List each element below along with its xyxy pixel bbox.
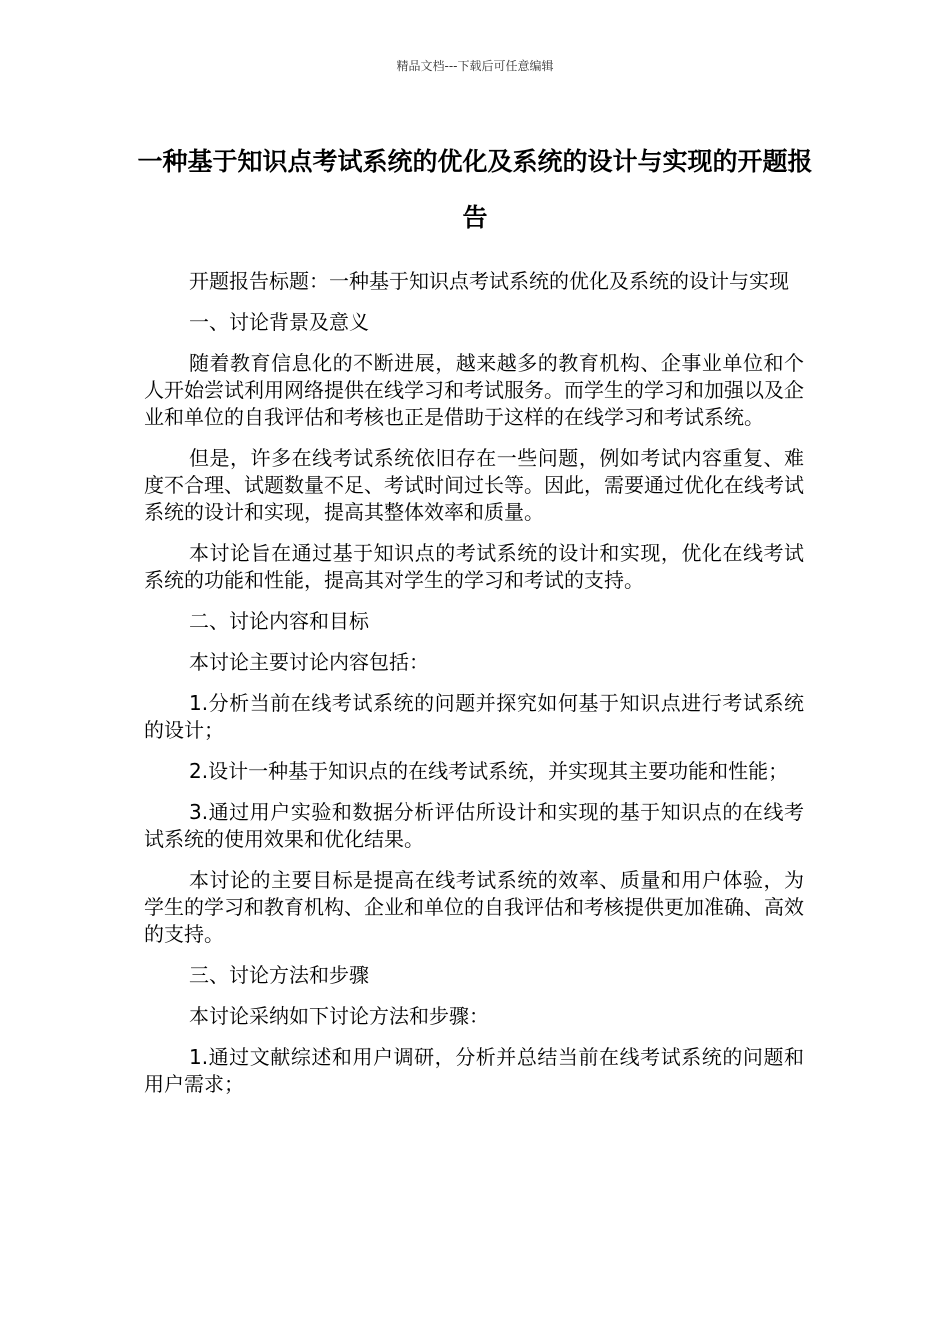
body-paragraph: 本讨论主要讨论内容包括：	[189, 650, 429, 674]
list-item: 1.分析当前在线考试系统的问题并探究如何基于知识点进行考试系统的设计；	[144, 691, 804, 742]
report-title-paragraph: 开题报告标题：一种基于知识点考试系统的优化及系统的设计与实现	[189, 269, 789, 293]
document-title: 一种基于知识点考试系统的优化及系统的设计与实现的开题报告	[137, 147, 813, 232]
section-heading-background: 一、讨论背景及意义	[189, 310, 369, 334]
document-body	[144, 268, 804, 1112]
body-paragraph: 随着教育信息化的不断进展，越来越多的教育机构、企事业单位和个人开始尝试利用网络提供在线学习和考试服务。而学生的学习和加强以及企业和单位的自我评估和考核也正是借助于这样的在线学习和考试系统。	[144, 351, 804, 429]
section-heading-content-goals: 二、讨论内容和目标	[189, 609, 369, 633]
body-paragraph: 但是，许多在线考试系统依旧存在一些问题，例如考试内容重复、难度不合理、试题数量不足、考试时间过长等。因此，需要通过优化在线考试系统的设计和实现，提高其整体效率和质量。	[144, 446, 804, 524]
body-paragraph: 本讨论采纳如下讨论方法和步骤：	[189, 1004, 489, 1028]
list-item: 1.通过文献综述和用户调研，分析并总结当前在线考试系统的问题和用户需求；	[144, 1045, 804, 1096]
body-paragraph: 本讨论旨在通过基于知识点的考试系统的设计和实现，优化在线考试系统的功能和性能，提高其对学生的学习和考试的支持。	[144, 541, 804, 592]
list-item: 2.设计一种基于知识点的在线考试系统，并实现其主要功能和性能；	[189, 759, 789, 783]
section-heading-methods: 三、讨论方法和步骤	[189, 963, 369, 987]
list-item: 3.通过用户实验和数据分析评估所设计和实现的基于知识点的在线考试系统的使用效果和优化结果。	[144, 800, 804, 851]
body-paragraph: 本讨论的主要目标是提高在线考试系统的效率、质量和用户体验，为学生的学习和教育机构、企业和单位的自我评估和考核提供更加准确、高效的支持。	[144, 868, 804, 946]
header-note: 精品文档---下载后可任意编辑	[396, 59, 554, 73]
